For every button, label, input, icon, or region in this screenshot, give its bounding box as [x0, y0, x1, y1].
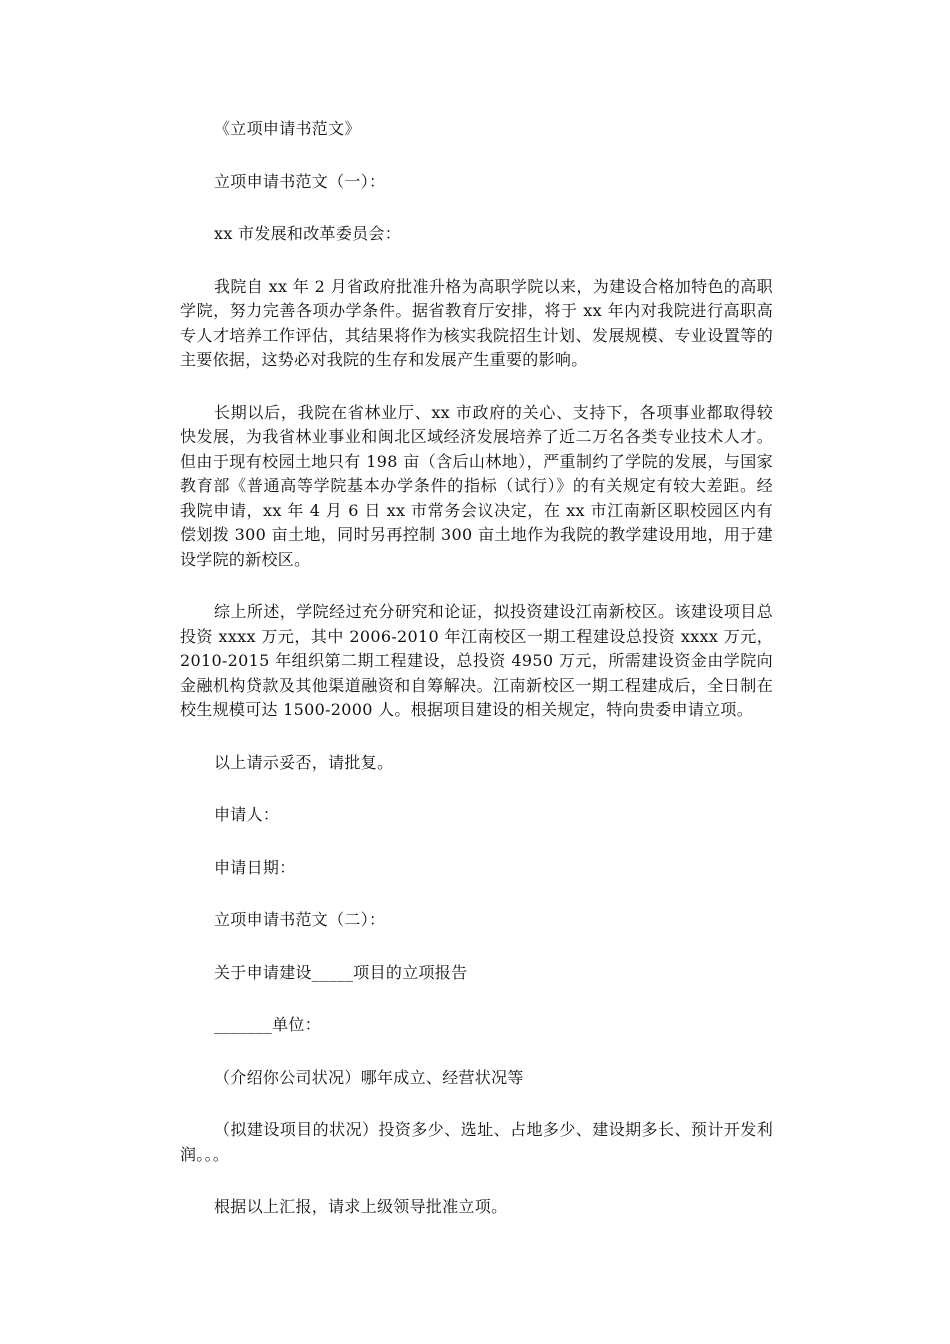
application-date-label: 申请日期： — [214, 857, 296, 877]
final-request-line: 根据以上汇报，请求上级领导批准立项。 — [214, 1197, 508, 1216]
document-title: 《立项申请书范文》 — [214, 119, 361, 138]
salutation: xx 市发展和改革委员会： — [214, 224, 402, 243]
applicant-label: 申请人： — [214, 805, 280, 824]
section-heading-2: 立项申请书范文（二）： — [214, 910, 386, 929]
report-title: 关于申请建设_____项目的立项报告 — [214, 962, 468, 982]
body-paragraph-1: 我院自 xx 年 2 月省政府批准升格为高职学院以来，为建设合格加特色的高职学院，努力完善各项办学条件。据省教育厅安排，将于 xx 年内对我院进行高职高专人才培养工作评估，其结果将作为核实我院招生计划、发展规模、专业设置等的主要依据，这势必对我院的生存和发展产生重要的影响。 — [180, 276, 773, 369]
document-body — [180, 117, 773, 1248]
project-status-line: （拟建设项目的状况）投资多少、选址、占地多少、建设期多长、预计开发利润。。。 — [180, 1120, 773, 1164]
unit-label: _______单位： — [214, 1015, 321, 1034]
body-paragraph-3: 综上所述，学院经过充分研究和论证，拟投资建设江南新校区。该建设项目总投资 xxxx 万元，其中 2006-2010 年江南校区一期工程建设总投资 xxxx 万元，2010-2015 年组织第二期工程建设，总投资 4950 万元，所需建设资金由学院向金融机构贷款及其他渠道融资和自筹解决。江南新校区一期工程建成后，全日制在校生规模可达 1500-2000 人。根据项目建设的相关规定，特向贵委申请立项。 — [180, 602, 773, 719]
closing-request: 以上请示妥否，请批复。 — [214, 752, 394, 772]
body-paragraph-2: 长期以后，我院在省林业厅、xx 市政府的关心、支持下，各项事业都取得较快发展，为我省林业事业和闽北区域经济发展培养了近二万名各类专业技术人才。但由于现有校园土地只有 198 亩（含后山林地），严重制约了学院的发展，与国家教育部《普通高等学院基本办学条件的指标（试行）》的有关规定有较大差距。经我院申请，xx 年 4 月 6 日 xx 市常务会议决定，在 xx 市江南新区职校园区内有偿划拨 300 亩土地，同时另再控制 300 亩土地作为我院的教学建设用地，用于建设学院的新校区。 — [180, 402, 773, 569]
company-status-line: （介绍你公司状况）哪年成立、经营状况等 — [214, 1067, 524, 1087]
section-heading-1: 立项申请书范文（一）： — [214, 171, 386, 191]
